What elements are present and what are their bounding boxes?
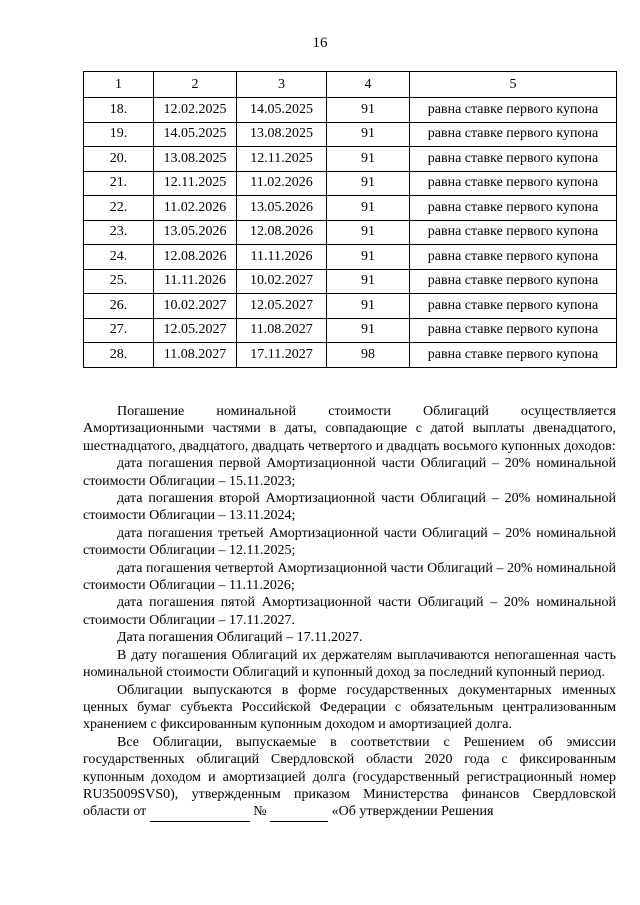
- coupon-end-date-cell: 12.11.2025: [237, 147, 327, 172]
- number-blank: [270, 803, 328, 821]
- table-header-cell: 5: [410, 72, 617, 98]
- coupon-start-date-cell: 12.05.2027: [154, 318, 237, 343]
- coupon-rate-cell: равна ставке первого купона: [410, 343, 617, 368]
- coupon-start-date-cell: 12.11.2025: [154, 171, 237, 196]
- table-header-cell: 3: [237, 72, 327, 98]
- coupon-start-date-cell: 13.05.2026: [154, 220, 237, 245]
- table-header-cell: 1: [84, 72, 154, 98]
- coupon-end-date-cell: 12.08.2026: [237, 220, 327, 245]
- table-header-row: [84, 72, 617, 98]
- coupon-days-cell: 91: [327, 147, 410, 172]
- coupon-end-date-cell: 12.05.2027: [237, 294, 327, 319]
- paragraph-text: Все Облигации, выпускаемые в соответствии с Решением об эмиссии государственных облигаций Свердловской области 2020 года с фиксированным купонным доходом и амортизацией долга (государственный регистрационный номер RU35009SVS0), утвержденным приказом Министерства финансов Свердловской области от: [83, 734, 616, 820]
- coupon-start-date-cell: 11.02.2026: [154, 196, 237, 221]
- coupon-number-cell: 22.: [84, 196, 154, 221]
- document-body: [83, 403, 616, 822]
- coupon-days-cell: 91: [327, 171, 410, 196]
- table-row: [84, 220, 617, 245]
- amortization-item: дата погашения второй Амортизационной части Облигаций – 20% номинальной стоимости Облигации – 13.11.2024;: [83, 491, 616, 524]
- paragraph-maturity-date: Дата погашения Облигаций – 17.11.2027.: [117, 630, 363, 646]
- coupon-rate-cell: равна ставке первого купона: [410, 171, 617, 196]
- amortization-item: дата погашения пятой Амортизационной части Облигаций – 20% номинальной стоимости Облигации – 17.11.2027.: [83, 595, 616, 628]
- coupon-number-cell: 25.: [84, 269, 154, 294]
- paragraph-bonds-decision: [83, 734, 616, 822]
- paragraph-text: «Об утверждении Решения: [331, 804, 494, 820]
- coupon-end-date-cell: 11.11.2026: [237, 245, 327, 270]
- table-body: [84, 98, 617, 368]
- coupon-start-date-cell: 12.02.2025: [154, 98, 237, 123]
- coupon-days-cell: 91: [327, 220, 410, 245]
- coupon-start-date-cell: 14.05.2025: [154, 122, 237, 147]
- coupon-number-cell: 18.: [84, 98, 154, 123]
- coupon-number-cell: 24.: [84, 245, 154, 270]
- coupon-end-date-cell: 14.05.2025: [237, 98, 327, 123]
- table-row: [84, 318, 617, 343]
- coupon-rate-cell: равна ставке первого купона: [410, 269, 617, 294]
- coupon-number-cell: 20.: [84, 147, 154, 172]
- date-blank: [150, 803, 250, 821]
- coupon-days-cell: 91: [327, 196, 410, 221]
- coupon-rate-cell: равна ставке первого купона: [410, 147, 617, 172]
- coupon-days-cell: 91: [327, 245, 410, 270]
- coupon-start-date-cell: 10.02.2027: [154, 294, 237, 319]
- coupon-days-cell: 91: [327, 98, 410, 123]
- table-row: [84, 98, 617, 123]
- coupon-start-date-cell: 12.08.2026: [154, 245, 237, 270]
- coupon-days-cell: 98: [327, 343, 410, 368]
- table-row: [84, 122, 617, 147]
- paragraph-amortization-intro: Погашение номинальной стоимости Облигаций осуществляется Амортизационными частями в даты, совпадающие с датой выплаты двенадцатого, шестнадцатого, двадцатого, двадцать четвертого и двадцать восьмого купонных доходов:: [83, 404, 616, 454]
- table-header-cell: 4: [327, 72, 410, 98]
- coupon-days-cell: 91: [327, 122, 410, 147]
- table-header-cell: 2: [154, 72, 237, 98]
- coupon-rate-cell: равна ставке первого купона: [410, 122, 617, 147]
- table-row: [84, 294, 617, 319]
- coupon-end-date-cell: 17.11.2027: [237, 343, 327, 368]
- coupon-number-cell: 19.: [84, 122, 154, 147]
- table-row: [84, 196, 617, 221]
- coupon-end-date-cell: 13.08.2025: [237, 122, 327, 147]
- coupon-number-cell: 28.: [84, 343, 154, 368]
- coupon-end-date-cell: 11.08.2027: [237, 318, 327, 343]
- amortization-item: дата погашения первой Амортизационной части Облигаций – 20% номинальной стоимости Облигации – 15.11.2023;: [83, 456, 616, 489]
- coupon-end-date-cell: 13.05.2026: [237, 196, 327, 221]
- coupon-end-date-cell: 11.02.2026: [237, 171, 327, 196]
- paragraph-redemption: В дату погашения Облигаций их держателям выплачиваются непогашенная часть номинальной стоимости Облигаций и купонный доход за последний купонный период.: [83, 647, 616, 681]
- table-row: [84, 269, 617, 294]
- table-row: [84, 245, 617, 270]
- coupon-number-cell: 21.: [84, 171, 154, 196]
- coupon-schedule-table: [83, 71, 617, 368]
- table-row: [84, 343, 617, 368]
- coupon-rate-cell: равна ставке первого купона: [410, 98, 617, 123]
- amortization-item: дата погашения четвертой Амортизационной части Облигаций – 20% номинальной стоимости Облигации – 11.11.2026;: [83, 560, 616, 594]
- coupon-days-cell: 91: [327, 318, 410, 343]
- coupon-start-date-cell: 11.11.2026: [154, 269, 237, 294]
- coupon-rate-cell: равна ставке первого купона: [410, 318, 617, 343]
- coupon-rate-cell: равна ставке первого купона: [410, 245, 617, 270]
- coupon-number-cell: 27.: [84, 318, 154, 343]
- coupon-start-date-cell: 11.08.2027: [154, 343, 237, 368]
- coupon-end-date-cell: 10.02.2027: [237, 269, 327, 294]
- number-sign: №: [253, 804, 267, 820]
- coupon-rate-cell: равна ставке первого купона: [410, 220, 617, 245]
- table-row: [84, 171, 617, 196]
- coupon-start-date-cell: 13.08.2025: [154, 147, 237, 172]
- amortization-item: дата погашения третьей Амортизационной части Облигаций – 20% номинальной стоимости Облигации – 12.11.2025;: [83, 525, 616, 559]
- page-number: 16: [312, 35, 328, 51]
- coupon-rate-cell: равна ставке первого купона: [410, 196, 617, 221]
- coupon-rate-cell: равна ставке первого купона: [410, 294, 617, 319]
- coupon-number-cell: 26.: [84, 294, 154, 319]
- table-row: [84, 147, 617, 172]
- coupon-days-cell: 91: [327, 294, 410, 319]
- coupon-days-cell: 91: [327, 269, 410, 294]
- coupon-number-cell: 23.: [84, 220, 154, 245]
- paragraph-form: Облигации выпускаются в форме государственных документарных именных ценных бумаг субъекта Российской Федерации с обязательным централизованным хранением с фиксированным купонным доходом и амортизацией долга.: [83, 682, 616, 733]
